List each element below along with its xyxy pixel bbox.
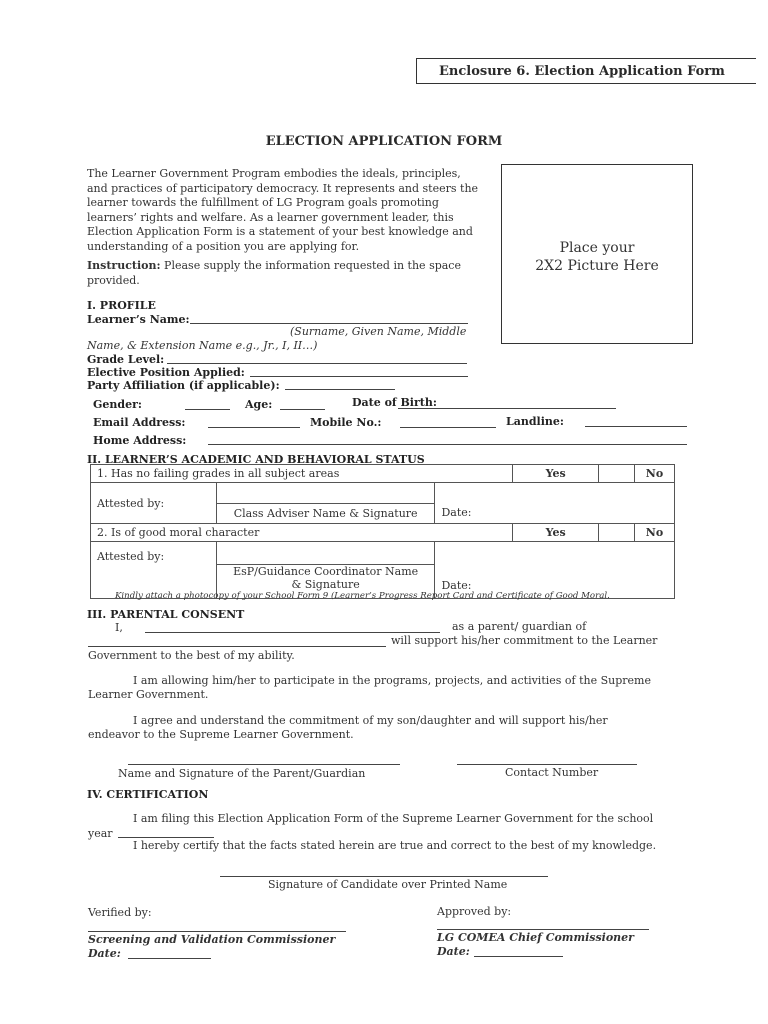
verifier-signature-field[interactable]	[88, 931, 346, 932]
home-address-field[interactable]	[208, 444, 687, 445]
instruction-text: Please supply the information requested in the space	[160, 259, 461, 272]
elective-position-label: Elective Position Applied:	[87, 366, 245, 379]
adviser-signature-field[interactable]	[216, 483, 435, 504]
comea-commissioner-label: LG COMEA Chief Commissioner	[437, 931, 634, 944]
intro-line: Election Application Form is a statement of your best knowledge and	[87, 225, 473, 238]
consent-allow-2: Learner Government.	[88, 688, 209, 701]
coordinator-label-1: EsP/Guidance Coordinator Name	[233, 564, 419, 578]
status-item-2: 2. Is of good moral character	[91, 524, 513, 542]
approver-signature-field[interactable]	[437, 929, 649, 930]
enclosure-label: Enclosure 6. Election Application Form	[416, 58, 756, 84]
instruction	[87, 259, 497, 288]
name-hint: (Surname, Given Name, Middle	[290, 325, 467, 338]
party-field[interactable]	[285, 389, 395, 390]
photo-box[interactable]	[501, 164, 693, 344]
intro-paragraph	[87, 167, 492, 254]
date-label: Date:	[441, 506, 472, 519]
yes-checkbox[interactable]	[599, 524, 635, 542]
mobile-field[interactable]	[400, 427, 496, 428]
gender-field[interactable]	[185, 409, 230, 410]
form-title: ELECTION APPLICATION FORM	[265, 134, 503, 149]
learner-name-label: Learner’s Name:	[87, 313, 190, 326]
verified-by-label: Verified by:	[88, 906, 152, 919]
parent-signature-field[interactable]	[128, 764, 400, 765]
no-label: No	[635, 524, 675, 542]
consent-allow-1: I am allowing him/her to participate in the programs, projects, and activities of the Supreme	[133, 674, 651, 687]
certification-heading: IV. CERTIFICATION	[87, 788, 209, 801]
email-label: Email Address:	[93, 416, 186, 429]
photo-line-1: Place your	[559, 240, 635, 256]
consent-will-support: will support his/her commitment to the Learner	[391, 634, 658, 647]
contact-number-label: Contact Number	[505, 766, 599, 779]
name-hint-2: Name, & Extension Name e.g., Jr., I, II…)	[87, 339, 318, 352]
adviser-label: Class Adviser Name & Signature	[216, 503, 435, 524]
party-label: Party Affiliation (if applicable):	[87, 379, 280, 392]
status-item-1: 1. Has no failing grades in all subject areas	[91, 465, 513, 483]
mobile-label: Mobile No.:	[310, 416, 382, 429]
yes-label: Yes	[513, 465, 599, 483]
age-field[interactable]	[280, 409, 325, 410]
coordinator-signature-field[interactable]	[216, 542, 435, 565]
date-label: Date:	[441, 579, 472, 592]
gender-label: Gender:	[93, 398, 142, 411]
verifier-date-field[interactable]	[128, 958, 211, 959]
grade-level-label: Grade Level:	[87, 353, 165, 366]
intro-line: understanding of a position you are applying for.	[87, 239, 360, 253]
attested-label: Attested by:	[91, 542, 217, 599]
cert-filing: I am filing this Election Application Form of the Supreme Learner Government for the school	[133, 812, 654, 825]
consent-agree-1: I agree and understand the commitment of my son/daughter and will support his/her	[133, 714, 608, 727]
consent-heading: III. PARENTAL CONSENT	[87, 608, 245, 621]
candidate-signature-field[interactable]	[220, 876, 548, 877]
approver-date-field[interactable]	[474, 956, 563, 957]
grade-level-field[interactable]	[167, 363, 467, 364]
parent-signature-label: Name and Signature of the Parent/Guardian	[118, 767, 366, 780]
parent-name-field[interactable]	[145, 632, 440, 633]
contact-number-field[interactable]	[457, 764, 637, 765]
date-cell[interactable]	[435, 542, 675, 599]
approved-by-label: Approved by:	[437, 905, 512, 918]
candidate-signature-label: Signature of Candidate over Printed Name	[268, 878, 508, 891]
email-field[interactable]	[208, 427, 300, 428]
age-label: Age:	[245, 398, 273, 411]
consent-i: I,	[115, 621, 123, 634]
profile-heading: I. PROFILE	[87, 299, 156, 312]
verifier-date-label: Date:	[88, 947, 121, 960]
landline-field[interactable]	[585, 426, 687, 427]
cert-year-label: year	[88, 827, 113, 840]
learner-name-consent-field[interactable]	[88, 646, 386, 647]
home-address-label: Home Address:	[93, 434, 187, 447]
status-table	[90, 464, 675, 599]
consent-best: Government to the best of my ability.	[88, 649, 295, 662]
learner-name-field[interactable]	[190, 323, 468, 324]
instruction-text-2: provided.	[87, 273, 140, 287]
instruction-label: Instruction:	[87, 259, 161, 272]
yes-label: Yes	[513, 524, 599, 542]
consent-as-a: as a parent/ guardian of	[452, 620, 587, 633]
dob-field[interactable]	[398, 408, 616, 409]
landline-label: Landline:	[506, 415, 564, 428]
coordinator-label-2: & Signature	[291, 577, 360, 591]
school-year-field[interactable]	[118, 837, 214, 838]
intro-line: learners’ rights and welfare. As a learner government leader, this	[87, 210, 454, 224]
yes-checkbox[interactable]	[599, 465, 635, 483]
photo-line-2: 2X2 Picture Here	[535, 258, 659, 274]
no-label: No	[635, 465, 675, 483]
attachment-note: Kindly attach a photocopy of your School Form 9 (Learner’s Progress Report Card and Certificate of Good Moral.	[115, 591, 610, 601]
intro-line: learner towards the fulfillment of LG Program goals promoting	[87, 196, 439, 209]
cert-certify: I hereby certify that the facts stated herein are true and correct to the best of my knowledge.	[133, 839, 657, 852]
elective-position-field[interactable]	[250, 376, 468, 377]
approver-date-label: Date:	[437, 945, 470, 958]
attested-label: Attested by:	[91, 483, 217, 524]
intro-line: The Learner Government Program embodies the ideals, principles,	[87, 167, 461, 180]
consent-agree-2: endeavor to the Supreme Learner Government.	[88, 728, 354, 741]
dob-label: Date of Birth:	[352, 396, 437, 409]
intro-line: and practices of participatory democracy. It represents and steers the	[87, 181, 479, 195]
date-cell[interactable]	[435, 483, 675, 524]
status-heading: II. LEARNER’S ACADEMIC AND BEHAVIORAL STATUS	[87, 453, 425, 466]
screening-commissioner-label: Screening and Validation Commissioner	[88, 933, 336, 946]
